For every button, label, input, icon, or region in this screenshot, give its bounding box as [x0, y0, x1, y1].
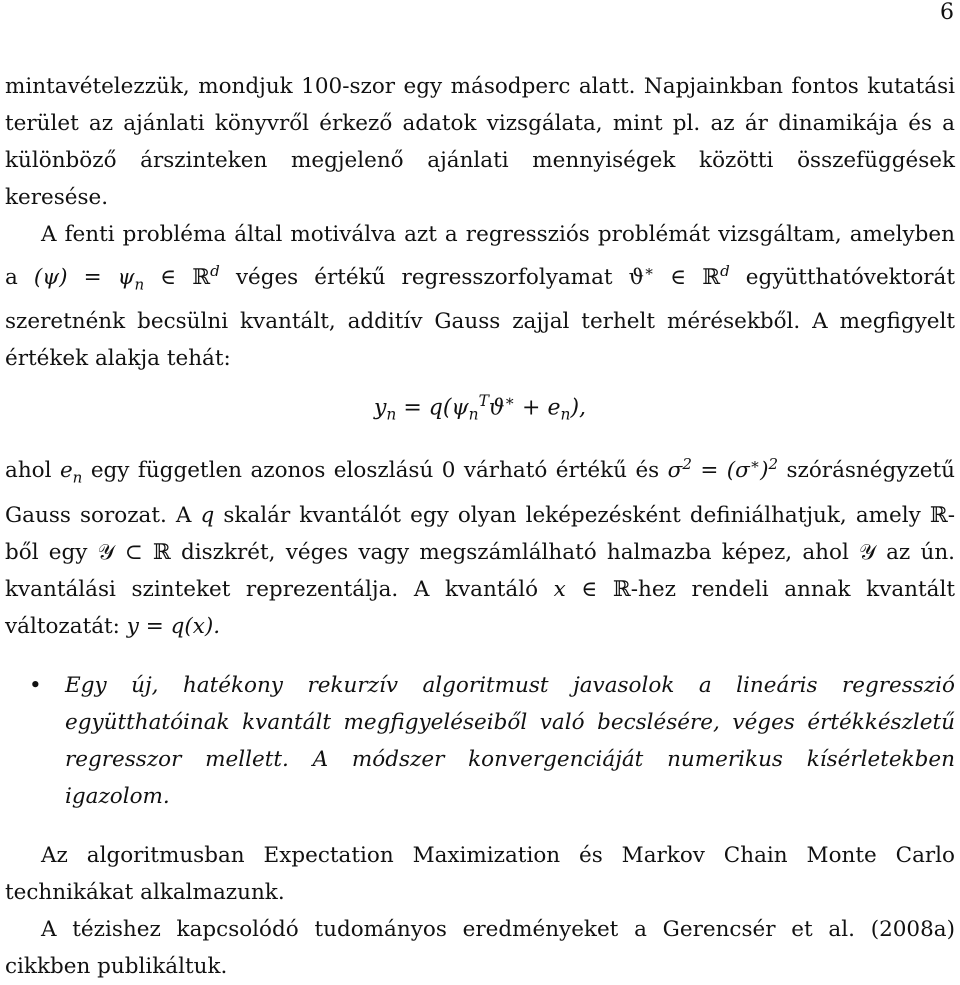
paragraph-3: ahol $e_n$ egy független azonos eloszlású 0 várható értékű és $\sigma^2 = (\sigma^∗)^2$ szórásnégyzetű Gauss sorozat. A q skalár kvantálót egy olyan leképezésként definiálhatjuk, amely ℝ-ből egy 𝒴 ⊂ ℝ diszkrét, véges vagy megszámlálható halmazba képez, ahol 𝒴 az ún. kvantálási szinteket reprezentálja. A kvantáló x ∈ ℝ-hez rendeli annak kvantált változatát: y = q(x). [5, 455, 955, 639]
p2-part3: együtthatóvektorát szeretnénk becsülni kvantált, additív Gauss zajjal terhelt mérésekből. A megfigyelt értékek alakja tehát: [5, 265, 956, 372]
paragraph-4: Az algoritmusban Expectation Maximization és Markov Chain Monte Carlo technikákat alkalmazunk. [5, 842, 955, 905]
p2-part1: A fenti probléma által motiválva azt a regressziós problémát vizsgáltam, amelyben a [5, 222, 955, 291]
in-R-2: ∈ ℝ [654, 265, 721, 291]
paragraph-1: mintavételezzük, mondjuk 100-szor egy másodperc alatt. Napjainkban fontos kutatási terület az ajánlati könyvről érkező adatok vizsgálata, mint pl. az ár dinamikája és a különböző árszinteken megjelenő ajánlati mennyiségek közötti összefüggések keresése. [5, 74, 955, 210]
page-number: 6 [940, 0, 954, 25]
paragraph-2: A fenti probléma által motiválva azt a regressziós problémát vizsgáltam, amelyben a $(\psi) = \psi_n$ ∈ ℝ$^d$ véges értékű regresszorfolyamat ϑ∗ ∈ ℝ$^d$ együtthatóvektorát szeretnénk becsülni kvantált, additív Gauss zajjal terhelt mérésekből. A megfigyelt értékek alakja tehát: [5, 222, 956, 372]
body-text [5, 68, 955, 985]
equation: $y_n = q(\psi_n^Tϑ^∗ + e_n)$, [373, 392, 587, 425]
paragraph-5: A tézishez kapcsolódó tudományos eredményeket a Gerencsér et al. (2008a) cikkben publikáltuk. [5, 916, 955, 979]
bullet-item: • Egy új, hatékony rekurzív algoritmust javasolok a lineáris regresszió együtthatóinak kvantált megfigyeléseiből való becslésére, véges értékkészletű regresszor mellett. A módszer konvergenciáját numerikus kísérletekben igazolom. [5, 667, 955, 815]
psi-definition: $(\psi) = \psi_n$ [33, 265, 145, 294]
bullet-icon: • [29, 672, 42, 698]
in-R-1: ∈ ℝ [144, 265, 211, 291]
p2-part2: véges értékű regresszorfolyamat ϑ [219, 265, 644, 291]
